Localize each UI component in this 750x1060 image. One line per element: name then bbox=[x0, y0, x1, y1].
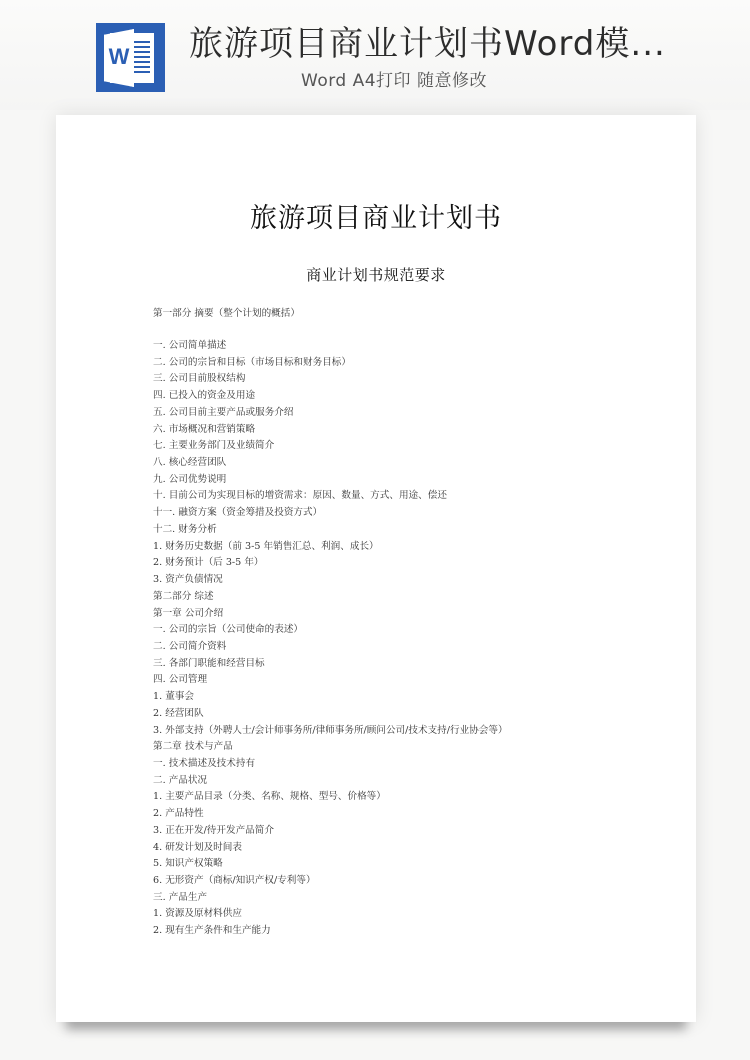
list-item: 九. 公司优势说明 bbox=[153, 473, 227, 485]
list-item: 八. 核心经营团队 bbox=[153, 457, 227, 469]
list-item: 四. 公司管理 bbox=[153, 674, 208, 686]
list-item: 六. 市场概况和营销策略 bbox=[153, 423, 256, 435]
list-item: 一. 公司的宗旨（公司使命的表述） bbox=[153, 624, 304, 636]
list-item: 3. 资产负债情况 bbox=[153, 574, 223, 586]
list-item: 三. 产品生产 bbox=[153, 891, 208, 903]
list-item: 三. 各部门职能和经营目标 bbox=[153, 657, 265, 669]
list-item: 1. 董事会 bbox=[153, 691, 194, 703]
list-item: 一. 技术描述及技术持有 bbox=[153, 757, 256, 769]
word-icon bbox=[96, 23, 165, 92]
preview-banner bbox=[0, 0, 750, 110]
list-item: 2. 经营团队 bbox=[153, 707, 204, 719]
banner-title: 旅游项目商业计划书Word模... bbox=[189, 24, 666, 64]
list-item: 十. 目前公司为实现目标的增资需求：原因、数量、方式、用途、偿还 bbox=[153, 490, 447, 502]
list-item: 三. 公司目前股权结构 bbox=[153, 373, 246, 385]
banner-subtitle: Word A4打印 随意修改 bbox=[301, 71, 487, 91]
document-page bbox=[56, 115, 696, 1022]
list-item: 四. 已投入的资金及用途 bbox=[153, 390, 256, 402]
list-item: 3. 外部支持（外聘人士/会计师事务所/律师事务所/顾问公司/技术支持/行业协会等） bbox=[153, 724, 508, 736]
list-item: 十一. 融资方案（资金筹措及投资方式） bbox=[153, 507, 323, 519]
document-subtitle: 商业计划书规范要求 bbox=[306, 266, 446, 284]
list-item: 五. 公司目前主要产品或服务介绍 bbox=[153, 406, 294, 418]
text-lines-graphic bbox=[134, 41, 150, 76]
list-item: 第二部分 综述 bbox=[153, 590, 214, 602]
list-item: 1. 财务历史数据（前 3-5 年销售汇总、利润、成长） bbox=[153, 540, 379, 552]
list-item: 1. 资源及原材料供应 bbox=[153, 908, 242, 920]
outline-list bbox=[153, 338, 508, 940]
list-item: 4. 研发计划及时间表 bbox=[153, 841, 242, 853]
list-item: 6. 无形资产（商标/知识产权/专利等） bbox=[153, 875, 316, 886]
list-item: 5. 知识产权策略 bbox=[153, 858, 223, 870]
list-item: 2. 产品特性 bbox=[153, 808, 204, 820]
list-item: 二. 公司简介资料 bbox=[153, 640, 227, 652]
list-item: 1. 主要产品目录（分类、名称、规格、型号、价格等） bbox=[153, 791, 386, 803]
list-item: 二. 公司的宗旨和目标（市场目标和财务目标） bbox=[153, 356, 351, 368]
word-letter: W bbox=[108, 44, 130, 69]
section-heading: 第一部分 摘要（整个计划的概括） bbox=[153, 308, 300, 319]
list-item: 3. 正在开发/待开发产品简介 bbox=[153, 824, 274, 836]
list-item: 一. 公司简单描述 bbox=[153, 340, 227, 351]
document-title: 旅游项目商业计划书 bbox=[250, 203, 502, 234]
list-item: 2. 现有生产条件和生产能力 bbox=[153, 925, 271, 937]
list-item: 第二章 技术与产品 bbox=[153, 741, 233, 753]
list-item: 十二. 财务分析 bbox=[153, 523, 217, 535]
list-item: 二. 产品状况 bbox=[153, 774, 208, 786]
list-item: 2. 财务预计（后 3-5 年） bbox=[153, 557, 264, 569]
list-item: 第一章 公司介绍 bbox=[153, 607, 224, 619]
list-item: 七. 主要业务部门及业绩简介 bbox=[153, 440, 275, 452]
